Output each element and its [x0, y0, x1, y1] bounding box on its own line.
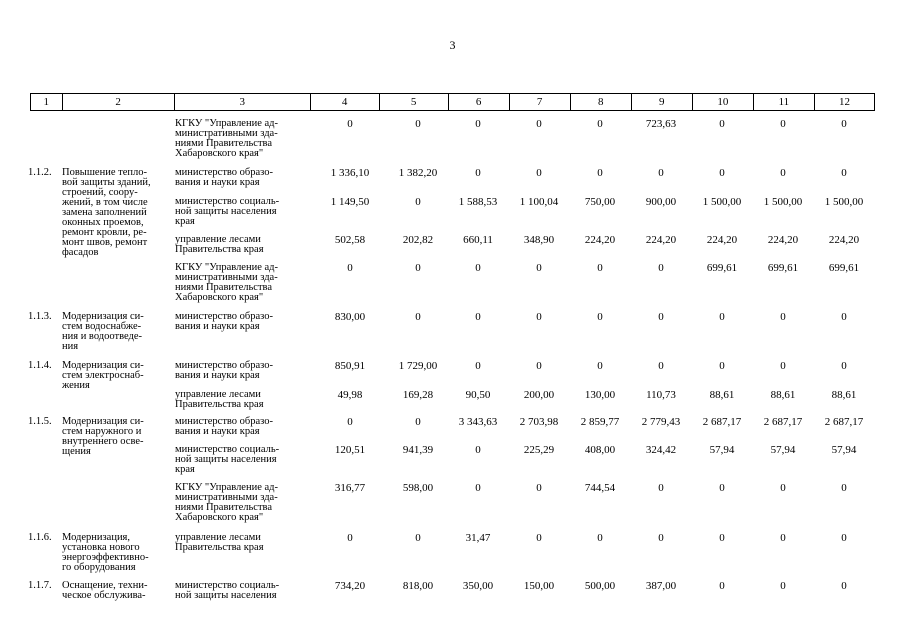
- value-cell: 0: [597, 118, 603, 130]
- value-cell: 1 500,00: [763, 196, 803, 208]
- value-cell: 224,20: [584, 234, 616, 246]
- value-cell: 130,00: [584, 389, 616, 401]
- value-cell: 2 703,98: [519, 416, 559, 428]
- row-code: 1.1.5.: [28, 416, 52, 427]
- value-cell: 0: [536, 311, 542, 323]
- value-cell: 1 149,50: [330, 196, 370, 208]
- executor-name: министерство социаль- ной защиты населения края: [175, 196, 280, 227]
- value-cell: 387,00: [645, 580, 677, 592]
- row-code: 1.1.7.: [28, 580, 52, 591]
- value-cell: 0: [536, 360, 542, 372]
- value-cell: 850,91: [334, 360, 366, 372]
- value-cell: 0: [841, 482, 847, 494]
- value-cell: 0: [536, 532, 542, 544]
- value-cell: 88,61: [831, 389, 857, 401]
- value-cell: 0: [415, 311, 421, 323]
- column-header: 10: [692, 94, 753, 110]
- value-cell: 699,61: [706, 262, 738, 274]
- value-cell: 3 343,63: [458, 416, 498, 428]
- value-cell: 0: [719, 311, 725, 323]
- executor-name: управление лесами Правительства края: [175, 389, 264, 410]
- value-cell: 660,11: [463, 234, 493, 246]
- page-number: 3: [449, 38, 456, 52]
- value-cell: 0: [780, 580, 786, 592]
- value-cell: 1 729,00: [398, 360, 438, 372]
- value-cell: 0: [780, 532, 786, 544]
- value-cell: 0: [415, 416, 421, 428]
- value-cell: 0: [719, 118, 725, 130]
- value-cell: 0: [841, 311, 847, 323]
- value-cell: 500,00: [584, 580, 616, 592]
- value-cell: 408,00: [584, 444, 616, 456]
- value-cell: 0: [475, 311, 481, 323]
- executor-name: КГКУ "Управление ад- министративными зда- ниями Правительства Хабаровского края": [175, 118, 278, 159]
- value-cell: 90,50: [465, 389, 491, 401]
- value-cell: 1 336,10: [330, 167, 370, 179]
- value-cell: 224,20: [828, 234, 860, 246]
- value-cell: 598,00: [402, 482, 434, 494]
- value-cell: 0: [597, 262, 603, 274]
- measure-name: Модернизация си- стем водоснабже- ния и водоотведе- ния: [62, 311, 144, 352]
- value-cell: 0: [658, 360, 664, 372]
- row-code: 1.1.4.: [28, 360, 52, 371]
- value-cell: 0: [719, 360, 725, 372]
- value-cell: 0: [719, 167, 725, 179]
- measure-name: Модернизация си- стем наружного и внутреннего осве- щения: [62, 416, 144, 457]
- value-cell: 57,94: [831, 444, 857, 456]
- value-cell: 150,00: [523, 580, 555, 592]
- value-cell: 0: [841, 360, 847, 372]
- value-cell: 224,20: [706, 234, 738, 246]
- value-cell: 2 779,43: [641, 416, 681, 428]
- executor-name: КГКУ "Управление ад- министративными зда- ниями Правительства Хабаровского края": [175, 262, 278, 303]
- measure-name: Повышение тепло- вой защиты зданий, строений, соору- жений, в том числе замена заполнений оконных проемов, ремонт кровли, ре- монт швов, ремонт фасадов: [62, 167, 151, 258]
- executor-name: министерство образо- вания и науки края: [175, 360, 274, 381]
- value-cell: 0: [475, 444, 481, 456]
- value-cell: 750,00: [584, 196, 616, 208]
- executor-name: министерство образо- вания и науки края: [175, 311, 274, 332]
- value-cell: 744,54: [584, 482, 616, 494]
- value-cell: 0: [536, 262, 542, 274]
- value-cell: 224,20: [645, 234, 677, 246]
- column-header: 8: [570, 94, 631, 110]
- value-cell: 348,90: [523, 234, 555, 246]
- value-cell: 0: [475, 118, 481, 130]
- executor-name: министерство образо- вания и науки края: [175, 416, 274, 437]
- value-cell: 0: [597, 167, 603, 179]
- value-cell: 0: [415, 118, 421, 130]
- value-cell: 0: [658, 532, 664, 544]
- value-cell: 2 687,17: [763, 416, 803, 428]
- value-cell: 0: [841, 118, 847, 130]
- value-cell: 120,51: [334, 444, 366, 456]
- value-cell: 224,20: [767, 234, 799, 246]
- value-cell: 0: [475, 482, 481, 494]
- value-cell: 0: [719, 482, 725, 494]
- value-cell: 350,00: [462, 580, 494, 592]
- value-cell: 0: [475, 262, 481, 274]
- column-header: 3: [174, 94, 310, 110]
- value-cell: 0: [475, 167, 481, 179]
- column-header: 7: [509, 94, 570, 110]
- value-cell: 0: [780, 118, 786, 130]
- value-cell: 502,58: [334, 234, 366, 246]
- value-cell: 88,61: [709, 389, 735, 401]
- value-cell: 0: [536, 167, 542, 179]
- row-code: 1.1.6.: [28, 532, 52, 543]
- value-cell: 0: [658, 167, 664, 179]
- value-cell: 57,94: [709, 444, 735, 456]
- value-cell: 1 500,00: [824, 196, 864, 208]
- executor-name: министерство образо- вания и науки края: [175, 167, 274, 188]
- value-cell: 49,98: [337, 389, 363, 401]
- value-cell: 0: [475, 360, 481, 372]
- column-header: 9: [631, 94, 692, 110]
- value-cell: 0: [719, 532, 725, 544]
- value-cell: 0: [719, 580, 725, 592]
- value-cell: 900,00: [645, 196, 677, 208]
- value-cell: 723,63: [645, 118, 677, 130]
- value-cell: 0: [841, 532, 847, 544]
- value-cell: 0: [415, 196, 421, 208]
- column-header: 6: [448, 94, 509, 110]
- value-cell: 88,61: [770, 389, 796, 401]
- value-cell: 0: [347, 416, 353, 428]
- value-cell: 225,29: [523, 444, 555, 456]
- column-header: 11: [753, 94, 814, 110]
- value-cell: 1 100,04: [519, 196, 559, 208]
- value-cell: 1 382,20: [398, 167, 438, 179]
- value-cell: 0: [415, 532, 421, 544]
- value-cell: 0: [658, 482, 664, 494]
- value-cell: 0: [347, 262, 353, 274]
- column-header: 4: [310, 94, 379, 110]
- measure-name: Модернизация, установка нового энергоэффективно- го оборудования: [62, 532, 149, 573]
- value-cell: 0: [780, 167, 786, 179]
- value-cell: 31,47: [465, 532, 491, 544]
- value-cell: 830,00: [334, 311, 366, 323]
- value-cell: 1 500,00: [702, 196, 742, 208]
- value-cell: 316,77: [334, 482, 366, 494]
- value-cell: 734,20: [334, 580, 366, 592]
- executor-name: КГКУ "Управление ад- министративными зда- ниями Правительства Хабаровского края": [175, 482, 278, 523]
- executor-name: министерство социаль- ной защиты населения края: [175, 444, 280, 475]
- value-cell: 2 687,17: [824, 416, 864, 428]
- value-cell: 0: [658, 311, 664, 323]
- value-cell: 169,28: [402, 389, 434, 401]
- value-cell: 57,94: [770, 444, 796, 456]
- value-cell: 0: [841, 580, 847, 592]
- value-cell: 0: [780, 482, 786, 494]
- value-cell: 941,39: [402, 444, 434, 456]
- value-cell: 202,82: [402, 234, 434, 246]
- value-cell: 1 588,53: [458, 196, 498, 208]
- value-cell: 0: [347, 532, 353, 544]
- executor-name: министерство социаль- ной защиты населения: [175, 580, 280, 601]
- measure-name: Модернизация си- стем электроснаб- жения: [62, 360, 144, 391]
- value-cell: 324,42: [645, 444, 677, 456]
- executor-name: управление лесами Правительства края: [175, 234, 264, 255]
- value-cell: 0: [780, 311, 786, 323]
- value-cell: 2 859,77: [580, 416, 620, 428]
- value-cell: 0: [536, 118, 542, 130]
- value-cell: 0: [780, 360, 786, 372]
- column-header: 2: [62, 94, 174, 110]
- value-cell: 818,00: [402, 580, 434, 592]
- value-cell: 0: [597, 311, 603, 323]
- executor-name: управление лесами Правительства края: [175, 532, 264, 553]
- row-code: 1.1.2.: [28, 167, 52, 178]
- value-cell: 0: [841, 167, 847, 179]
- column-header: 12: [814, 94, 874, 110]
- value-cell: 110,73: [646, 389, 676, 401]
- value-cell: 0: [415, 262, 421, 274]
- value-cell: 699,61: [828, 262, 860, 274]
- measure-name: Оснащение, техни- ческое обслужива-: [62, 580, 148, 601]
- value-cell: 0: [536, 482, 542, 494]
- value-cell: 2 687,17: [702, 416, 742, 428]
- column-header: 1: [43, 96, 49, 108]
- value-cell: 0: [347, 118, 353, 130]
- value-cell: 0: [658, 262, 664, 274]
- value-cell: 0: [597, 360, 603, 372]
- value-cell: 699,61: [767, 262, 799, 274]
- column-header: 5: [379, 94, 448, 110]
- value-cell: 0: [597, 532, 603, 544]
- row-code: 1.1.3.: [28, 311, 52, 322]
- value-cell: 200,00: [523, 389, 555, 401]
